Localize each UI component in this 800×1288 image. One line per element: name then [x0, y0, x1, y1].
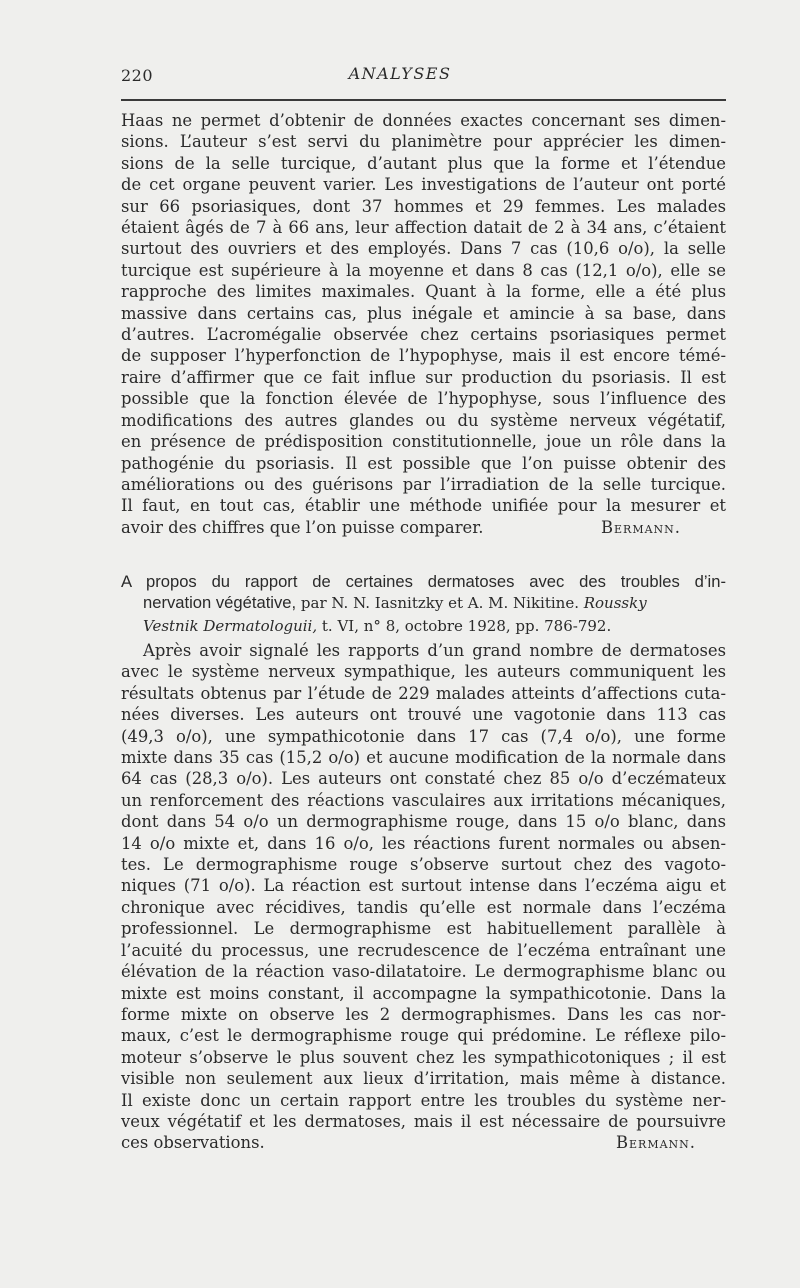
title-bold-end: nervation végétative,: [143, 593, 297, 613]
journal-name-part-1: Roussky: [583, 594, 647, 613]
text-line: modifications des autres glandes ou du système nerveux végétatif,: [121, 410, 726, 430]
running-title: ANALYSES: [348, 64, 452, 83]
text-line: dont dans 54 o/o un dermographisme rouge, dans 15 o/o blanc, dans: [121, 812, 726, 832]
text-line: en présence de prédisposition constitutionnelle, joue un rôle dans la: [121, 432, 726, 452]
text-line: d’autres. L’acromégalie observée chez certains psoriasiques permet: [121, 325, 726, 345]
title-line-2: [121, 592, 726, 614]
text-line: étaient âgés de 7 à 66 ans, leur affection datait de 2 à 34 ans, c’étaient: [121, 218, 726, 238]
text-line: un renforcement des réactions vasculaires aux irritations mécaniques,: [121, 790, 726, 810]
text-line: surtout des ouvriers et des employés. Dans 7 cas (10,6 o/o), la selle: [121, 239, 726, 259]
text-line: sions de la selle turcique, d’autant plus que la forme et l’étendue: [121, 153, 726, 173]
text-line: mixte est moins constant, il accompagne la sympathicotonie. Dans la: [121, 983, 726, 1003]
text-line: sions. L’auteur s’est servi du planimètre pour apprécier les dimen-: [121, 132, 726, 152]
page-number: 220: [121, 66, 154, 85]
text-line: Il existe donc un certain rapport entre les troubles du système ner-: [121, 1090, 726, 1110]
text-line: niques (71 o/o). La réaction est surtout intense dans l’eczéma aigu et: [121, 876, 726, 896]
text-line: rapproche des limites maximales. Quant à la forme, elle a été plus: [121, 282, 726, 302]
text-line: Haas ne permet d’obtenir de données exactes concernant ses dimen-: [121, 111, 726, 130]
article-2-body: [121, 640, 726, 1154]
text-line: élévation de la réaction vaso-dilatatoire. Le dermographisme blanc ou: [121, 962, 726, 982]
text-line: professionnel. Le dermographisme est habituellement parallèle à: [121, 919, 726, 939]
text-line: nées diverses. Les auteurs ont trouvé une vagotonie dans 113 cas: [121, 705, 726, 725]
text-line: 14 o/o mixte et, dans 16 o/o, les réactions furent normales ou absen-: [121, 833, 726, 853]
text-line: visible non seulement aux lieux d’irritation, mais même à distance.: [121, 1069, 726, 1089]
text-line: Après avoir signalé les rapports d’un grand nombre de dermatoses: [143, 641, 726, 660]
text-line: moteur s’observe le plus souvent chez les sympathicotoniques ; il est: [121, 1047, 726, 1067]
text-line: pathogénie du psoriasis. Il est possible que l’on puisse obtenir des: [121, 453, 726, 473]
text-line: mixte dans 35 cas (15,2 o/o) et aucune modification de la normale dans: [121, 748, 726, 768]
text-line: ces observations. Bermann.: [121, 1133, 696, 1153]
text-line: avoir des chiffres que l’on puisse comparer. Bermann.: [121, 517, 681, 537]
text-line: forme mixte on observe les 2 dermographismes. Dans les cas nor-: [121, 1004, 726, 1024]
text-line: résultats obtenus par l’étude de 229 malades atteints d’affections cuta-: [121, 683, 726, 703]
text-line: de supposer l’hyperfonction de l’hypophyse, mais il est encore témé-: [121, 346, 726, 366]
text-line: maux, c’est le dermographisme rouge qui prédomine. Le réflexe pilo-: [121, 1026, 726, 1046]
text-line: (49,3 o/o), une sympathicotonie dans 17 cas (7,4 o/o), une forme: [121, 726, 726, 746]
title-line-1: A propos du rapport de certaines dermatoses avec des troubles d’in-: [121, 572, 726, 591]
signature: Bermann.: [600, 517, 681, 537]
article-2-title: [121, 571, 726, 637]
signature: Bermann.: [615, 1133, 696, 1153]
text-line: veux végétatif et les dermatoses, mais il est nécessaire de poursuivre: [121, 1111, 726, 1131]
text-line: turcique est supérieure à la moyenne et dans 8 cas (12,1 o/o), elle se: [121, 260, 726, 280]
text-line: chronique avec récidives, tandis qu’elle est normale dans l’eczéma: [121, 897, 726, 917]
text-line: Il faut, en tout cas, établir une méthode unifiée pour la mesurer et: [121, 496, 726, 516]
text-line: raire d’affirmer que ce fait influe sur production du psoriasis. Il est: [121, 367, 726, 387]
text-line: sur 66 psoriasiques, dont 37 hommes et 29 femmes. Les malades: [121, 196, 726, 216]
text-line: possible que la fonction élevée de l’hypophyse, sous l’influence des: [121, 389, 726, 409]
journal-name-part-2: Vestnik Dermatologuii,: [143, 616, 318, 635]
text-line: tes. Le dermographisme rouge s’observe surtout chez des vagoto-: [121, 855, 726, 875]
text-line: avec le système nerveux sympathique, les auteurs communiquent les: [121, 662, 726, 682]
text-line: l’acuité du processus, une recrudescence de l’eczéma entraînant une: [121, 940, 726, 960]
text-line: de cet organe peuvent varier. Les investigations de l’auteur ont porté: [121, 175, 726, 195]
text-line: 64 cas (28,3 o/o). Les auteurs ont constaté chez 85 o/o d’eczémateux: [121, 769, 726, 789]
article-1-body: [121, 110, 726, 538]
citation: t. VI, n° 8, octobre 1928, pp. 786-792.: [317, 616, 612, 635]
title-line-3: [121, 615, 726, 637]
header-rule: [121, 99, 726, 101]
text-line: massive dans certains cas, plus inégale et amincie à sa base, dans: [121, 303, 726, 323]
text-line: améliorations ou des guérisons par l’irradiation de la selle turcique.: [121, 474, 726, 494]
authors: par N. N. Iasnitzky et A. M. Nikitine.: [296, 594, 584, 613]
